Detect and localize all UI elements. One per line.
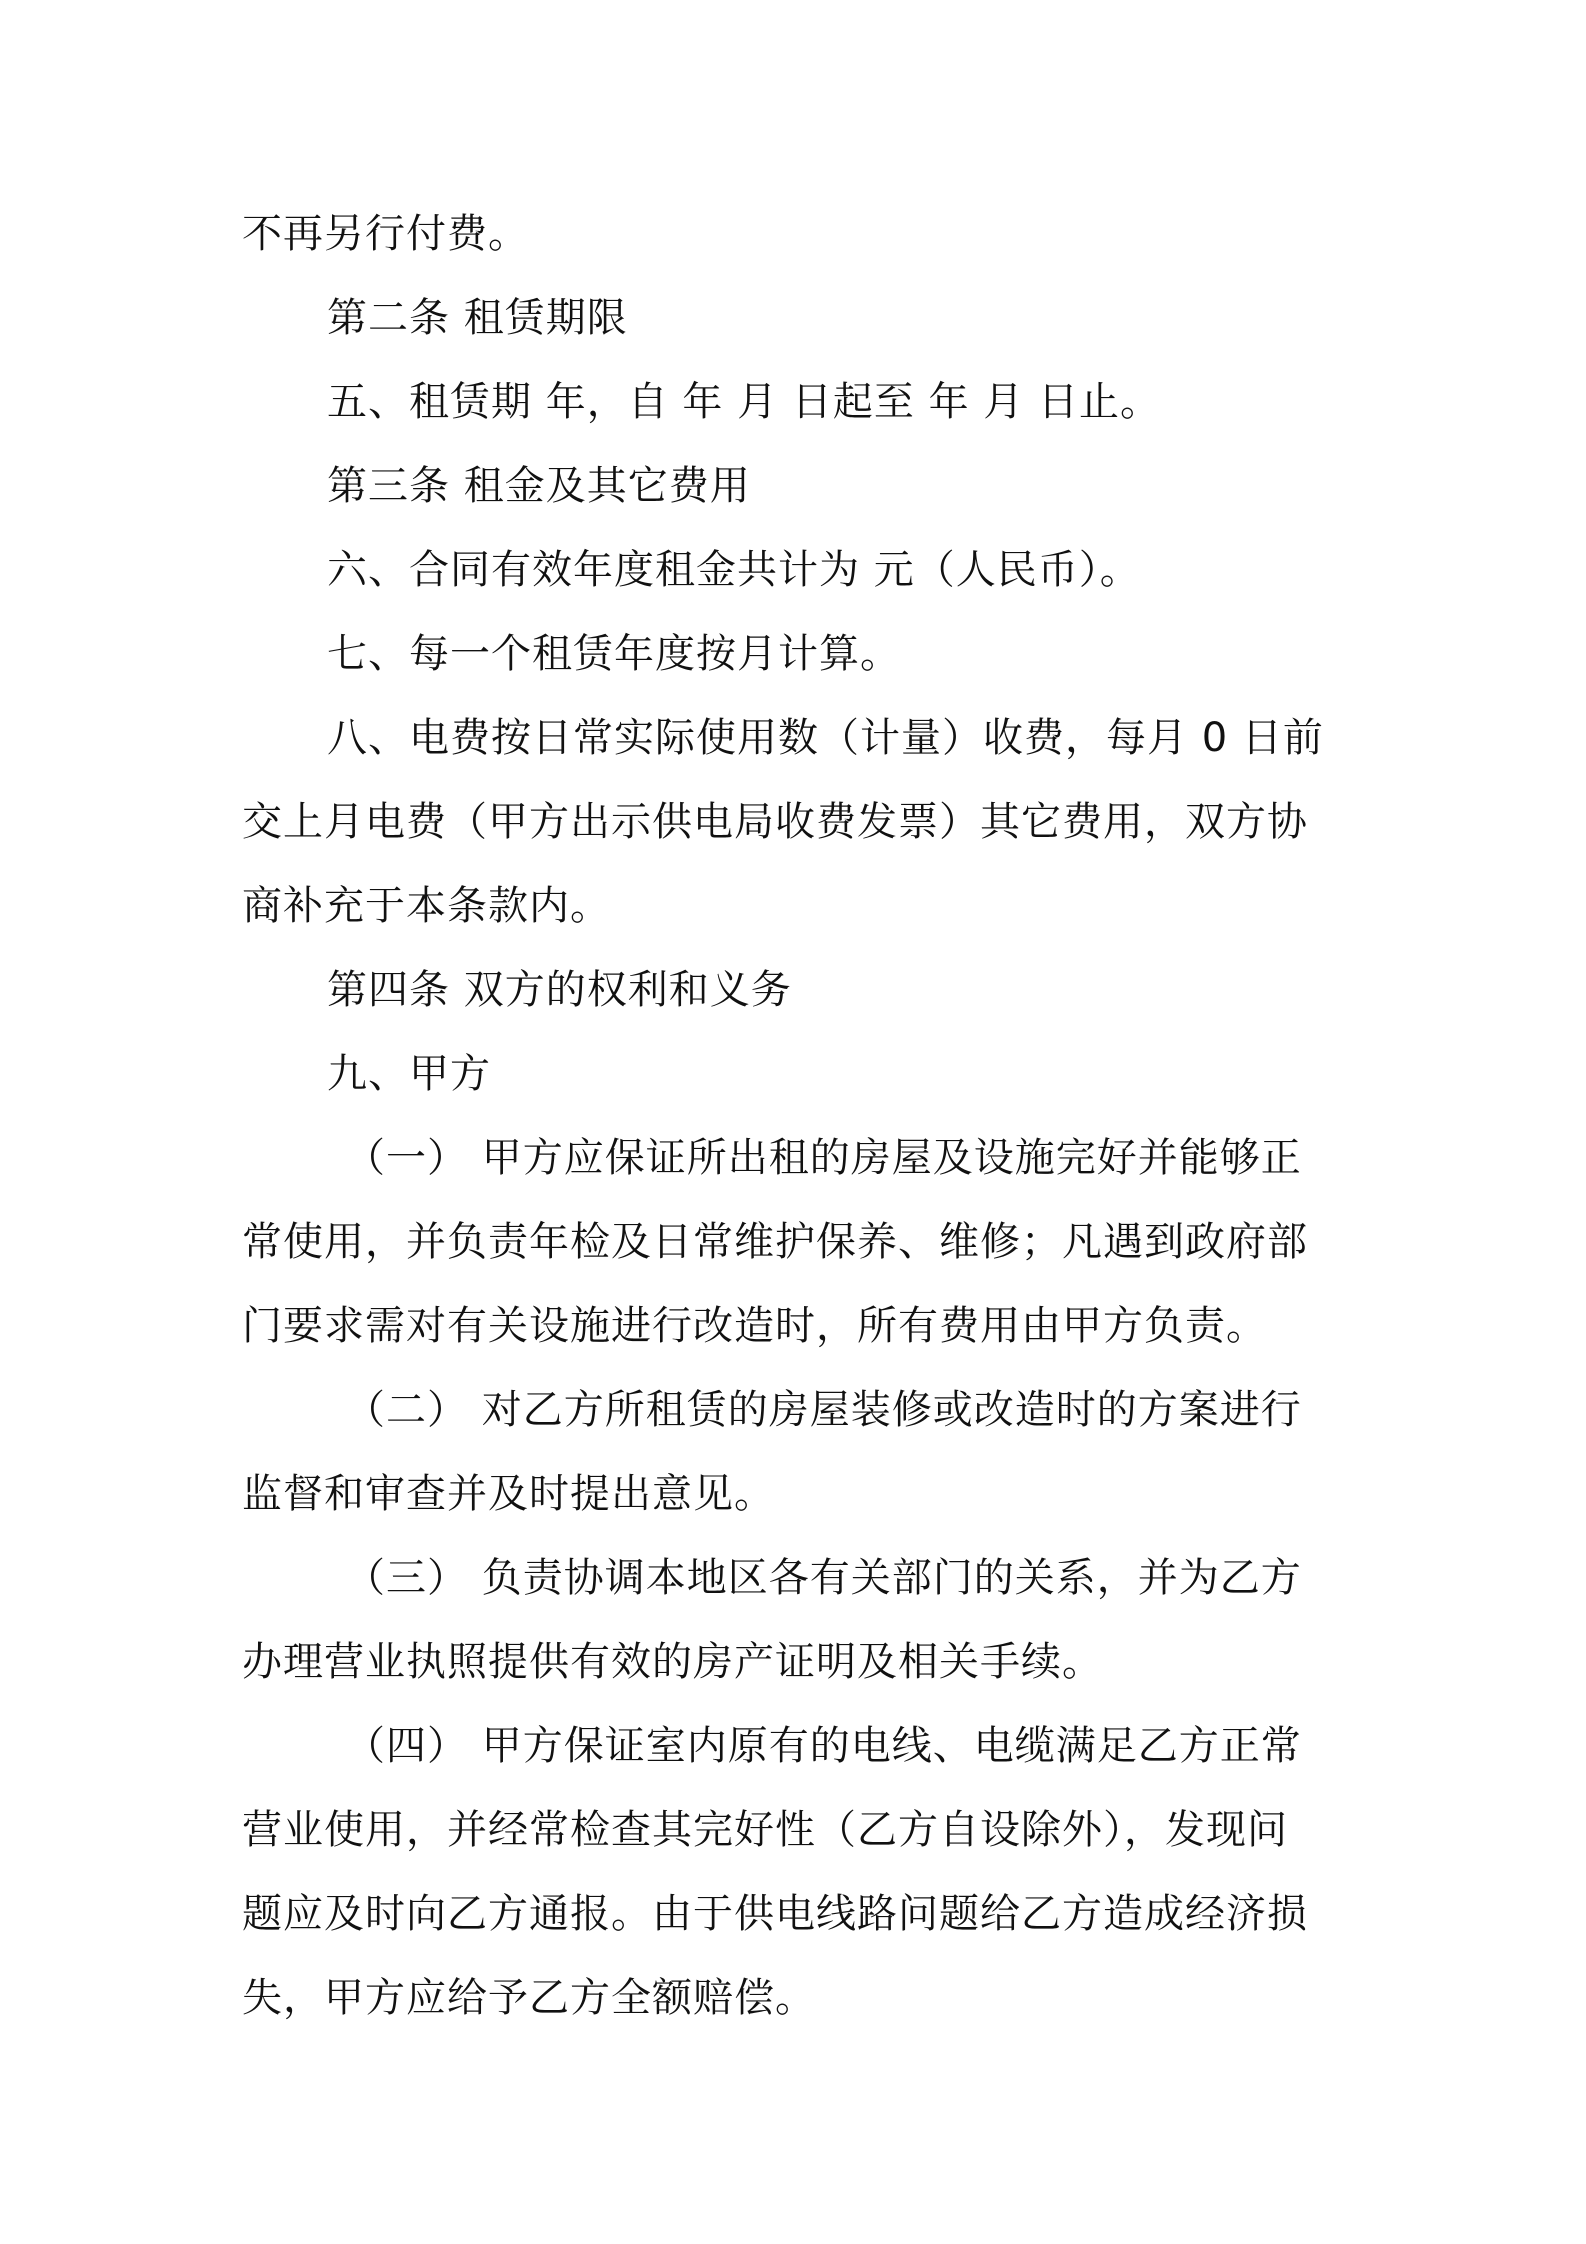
clause-8-line-3: 商补充于本条款内。: [242, 883, 611, 929]
subclause-1-line-1: （一） 甲方应保证所出租的房屋及设施完好并能够正: [345, 1135, 1302, 1181]
document-body: [242, 192, 1360, 2040]
clause-5: 五、租赁期 年，自 年 月 日起至 年 月 日止。: [327, 379, 1162, 425]
clause-8-line-2: 交上月电费（甲方出示供电局收费发票）其它费用，双方协: [242, 799, 1308, 845]
article-heading-2: 第二条 租赁期限: [327, 295, 628, 341]
subclause-1-line-2: 常使用，并负责年检及日常维护保养、维修；凡遇到政府部: [242, 1219, 1308, 1265]
subclause-4-line-1: （四） 甲方保证室内原有的电线、电缆满足乙方正常: [345, 1723, 1302, 1769]
subclause-2-line-1: （二） 对乙方所租赁的房屋装修或改造时的方案进行: [345, 1387, 1302, 1433]
subclause-3-line-2: 办理营业执照提供有效的房产证明及相关手续。: [242, 1639, 1103, 1685]
article-heading-3: 第三条 租金及其它费用: [327, 463, 751, 509]
subclause-3-line-1: （三） 负责协调本地区各有关部门的关系，并为乙方: [345, 1555, 1302, 1601]
clause-7: 七、每一个租赁年度按月计算。: [327, 631, 901, 677]
subclause-4-line-2: 营业使用，并经常检查其完好性（乙方自设除外），发现问: [242, 1807, 1288, 1853]
subclause-2-line-2: 监督和审查并及时提出意见。: [242, 1471, 775, 1517]
clause-8-line-1: 八、电费按日常实际使用数（计量）收费，每月 0 日前: [327, 715, 1324, 761]
subclause-1-line-3: 门要求需对有关设施进行改造时，所有费用由甲方负责。: [242, 1303, 1267, 1349]
article-heading-4: 第四条 双方的权利和义务: [327, 967, 792, 1013]
clause-9-heading: 九、甲方: [327, 1051, 491, 1097]
subclause-4-line-4: 失，甲方应给予乙方全额赔偿。: [242, 1975, 816, 2021]
paragraph-continuation: 不再另行付费。: [242, 211, 529, 257]
subclause-4-line-3: 题应及时向乙方通报。由于供电线路问题给乙方造成经济损: [242, 1891, 1308, 1937]
clause-6: 六、合同有效年度租金共计为 元（人民币）。: [327, 547, 1141, 593]
